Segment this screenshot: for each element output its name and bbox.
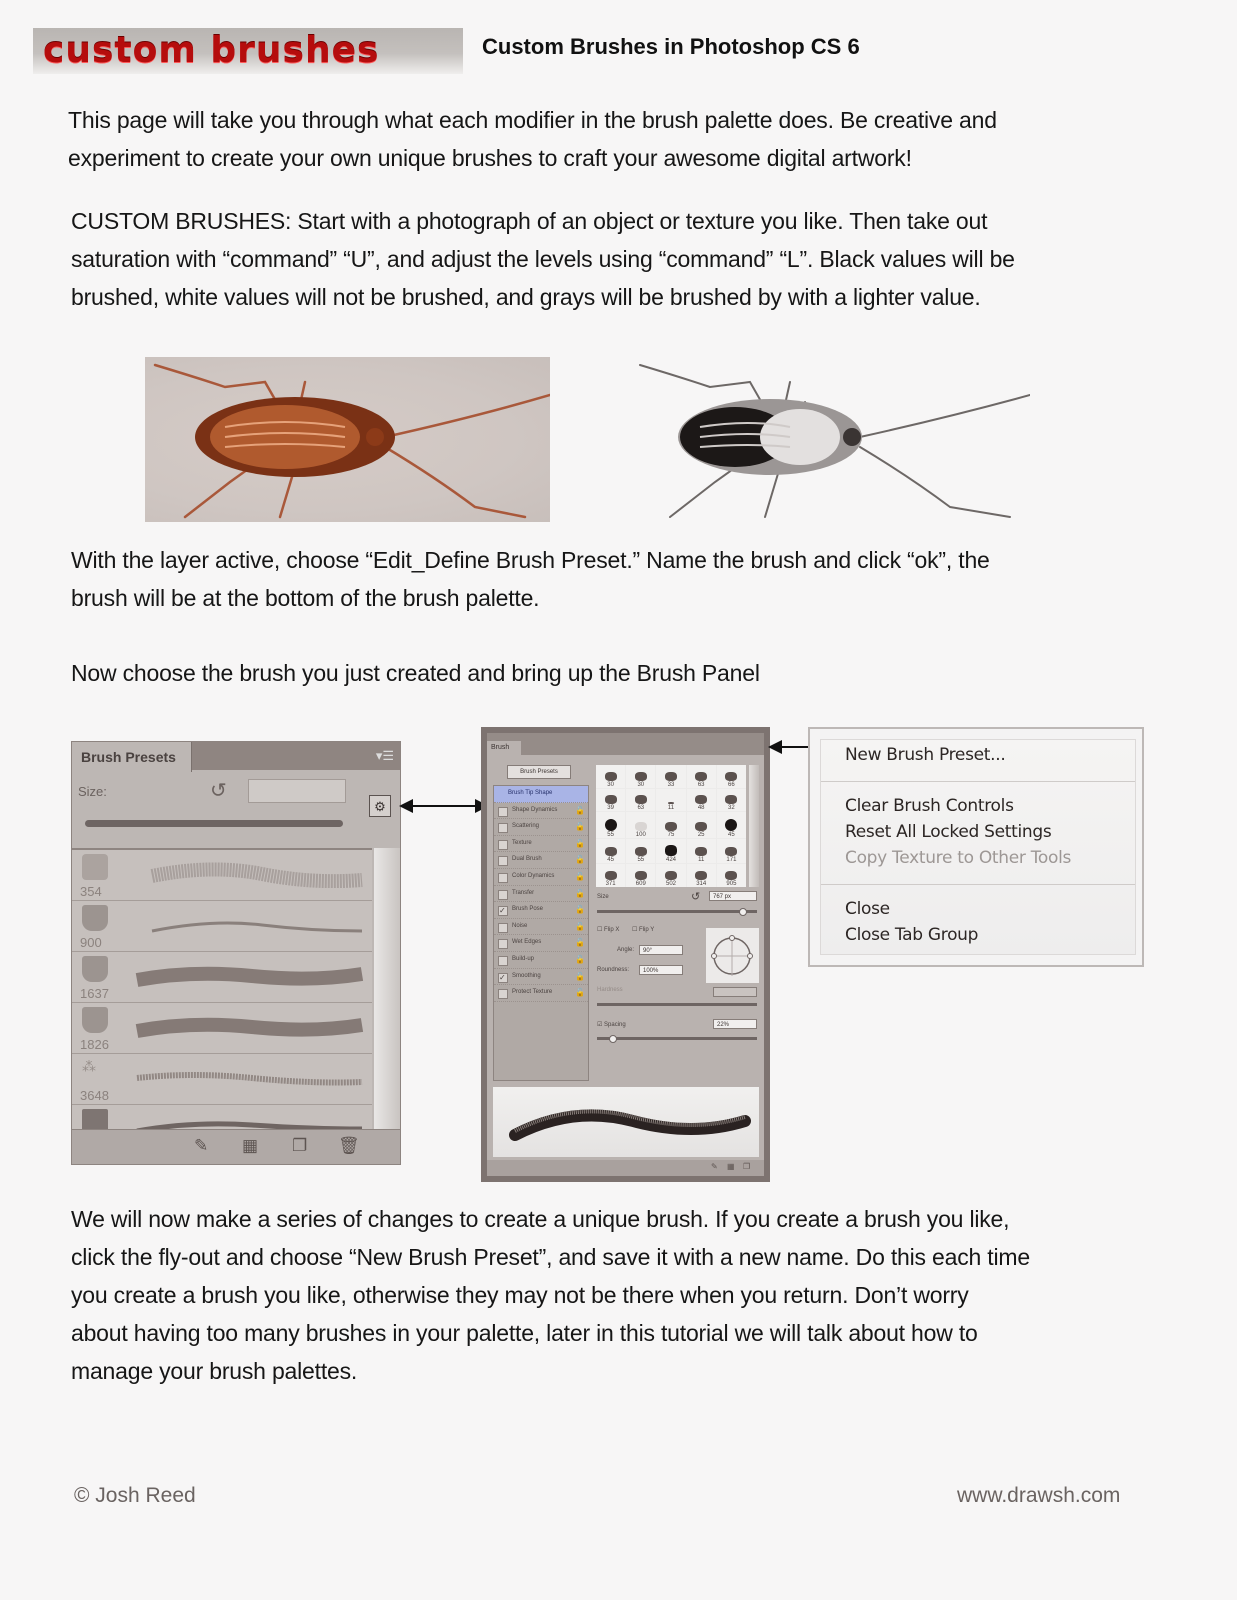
custom-brushes-paragraph (71, 202, 1171, 316)
trash-icon[interactable]: 🗑 (338, 1136, 360, 1155)
lock-icon[interactable]: 🔓 (575, 921, 585, 931)
reset-size-icon[interactable]: ↺ (210, 780, 227, 802)
option-dual-brush[interactable] (494, 852, 588, 869)
brush-tip[interactable]: 39 (596, 789, 625, 812)
option-brush-tip-shape[interactable] (494, 786, 588, 803)
brush-tip-thumbnail (82, 905, 108, 931)
brush-tip-grid (596, 765, 746, 887)
copyright: © Josh Reed (74, 1484, 196, 1507)
menu-item-close-tab-group[interactable]: Close Tab Group (845, 925, 979, 945)
lock-icon[interactable]: 🔓 (575, 855, 585, 865)
brush-tip[interactable]: 424 (656, 839, 685, 864)
define-preset-line: brush will be at the bottom of the brush palette. (71, 585, 540, 611)
option-label: Smoothing (512, 972, 541, 979)
brush-tip[interactable]: 609 (626, 864, 655, 887)
brush-tip-thumbnail (82, 1007, 108, 1033)
option-color-dynamics[interactable] (494, 869, 588, 886)
menu-separator (821, 884, 1135, 885)
angle-input[interactable]: 90° (639, 945, 683, 955)
size-slider-knob[interactable] (739, 908, 747, 916)
brush-tip[interactable]: 75 (656, 812, 685, 838)
size-input[interactable] (248, 779, 346, 803)
menu-item-reset-locked-settings[interactable]: Reset All Locked Settings (845, 822, 1052, 842)
custom-brushes-logo (33, 28, 463, 74)
brush-tip[interactable]: 371 (596, 864, 625, 887)
menu-item-copy-texture: Copy Texture to Other Tools (845, 848, 1072, 868)
option-label: Dual Brush (512, 856, 542, 863)
brush-tip[interactable]: 11 (656, 789, 685, 812)
reset-size-icon[interactable]: ↺ (691, 891, 701, 903)
brush-size: 1637 (80, 986, 109, 1001)
brush-tip[interactable]: 63 (626, 789, 655, 812)
option-brush-pose[interactable] (494, 902, 588, 919)
option-label: Brush Tip Shape (508, 790, 553, 796)
option-transfer[interactable] (494, 886, 588, 903)
brush-panel-flyout-menu (808, 727, 1144, 967)
brush-tip[interactable]: 45 (717, 812, 746, 838)
brush-stroke-preview (132, 1015, 367, 1041)
intro-line: This page will take you through what each modifier in the brush palette does. Be creative and (68, 107, 997, 133)
tab-brush-presets[interactable]: Brush Presets (72, 742, 192, 772)
checkbox-checked[interactable]: ✓ (498, 906, 508, 916)
option-shape-dynamics[interactable] (494, 803, 588, 820)
hardness-slider[interactable] (597, 1003, 757, 1006)
checkbox[interactable] (498, 939, 508, 949)
website-link[interactable]: www.drawsh.com (957, 1484, 1121, 1507)
option-smoothing[interactable] (494, 969, 588, 986)
custom-brushes-line: brushed, white values will not be brushed, and grays will be brushed by with a lighter value. (71, 284, 981, 310)
size-slider[interactable] (85, 820, 343, 827)
brush-size: 3648 (80, 1088, 109, 1103)
preset-list-scrollbar[interactable] (374, 848, 400, 1130)
option-label: Scattering (512, 823, 540, 830)
spacing-checkbox[interactable]: ☑ Spacing (597, 1022, 626, 1028)
lock-icon[interactable]: 🔓 (575, 871, 585, 881)
menu-item-clear-brush-controls[interactable]: Clear Brush Controls (845, 796, 1014, 816)
option-label: Texture (512, 839, 532, 846)
brush-panel (481, 727, 770, 1182)
size-label: Size: (78, 784, 107, 799)
lock-icon[interactable]: 🔓 (575, 905, 585, 915)
option-wet-edges[interactable] (494, 935, 588, 952)
size-slider[interactable] (597, 910, 757, 913)
brush-size: 1826 (80, 1037, 109, 1052)
closing-line: about having too many brushes in your palette, later in this tutorial we will talk about how to (71, 1320, 978, 1346)
brush-panel-tabbar (487, 733, 764, 755)
brush-tip-thumbnail (82, 854, 108, 880)
spacing-slider[interactable] (597, 1037, 757, 1040)
define-preset-line: With the layer active, choose “Edit_Define Brush Preset.” Name the brush and click “ok”, the (71, 547, 990, 573)
brush-tip[interactable]: 30 (596, 765, 625, 788)
lock-icon[interactable]: 🔓 (575, 822, 585, 832)
cockroach-desaturated-photo (630, 357, 1030, 522)
brush-panel-toolbar (487, 1160, 764, 1176)
roundness-label: Roundness: (597, 967, 630, 973)
checkbox[interactable] (498, 856, 508, 866)
lock-icon[interactable]: 🔓 (575, 888, 585, 898)
lock-icon[interactable]: 🔓 (575, 954, 585, 964)
brush-tip-thumbnail (82, 956, 108, 982)
grid-icon[interactable]: ▦ (727, 1162, 735, 1171)
cockroach-color-photo (145, 357, 550, 522)
brush-tip[interactable]: 171 (717, 839, 746, 864)
option-protect-texture[interactable] (494, 985, 588, 1002)
brush-tip[interactable]: 55 (626, 839, 655, 864)
lock-icon[interactable]: 🔓 (575, 988, 585, 998)
tab-brush[interactable]: Brush (487, 741, 521, 755)
brush-tip[interactable]: 25 (687, 812, 716, 838)
intro-paragraph (68, 101, 1168, 177)
brush-stroke-preview (132, 913, 367, 939)
option-label: Shape Dynamics (512, 806, 558, 813)
checkbox[interactable] (498, 823, 508, 833)
brush-panel-intro-line: Now choose the brush you just created and bring up the Brush Panel (71, 660, 760, 686)
option-label: Protect Texture (512, 989, 553, 996)
closing-line: you create a brush you like, otherwise they may not be there when you return. Don’t worry (71, 1282, 969, 1308)
new-preset-icon[interactable]: ❐ (743, 1162, 751, 1171)
checkbox[interactable] (498, 807, 508, 817)
brush-tip[interactable]: 905 (717, 864, 746, 887)
checkbox[interactable] (498, 923, 508, 933)
flip-x-checkbox[interactable]: ☐ Flip X (597, 927, 620, 933)
brush-preset-item[interactable] (72, 952, 372, 1003)
closing-line: click the fly-out and choose “New Brush Preset”, and save it with a new name. Do this each time (71, 1244, 1030, 1270)
checkbox[interactable] (498, 840, 508, 850)
option-label: Build-up (512, 955, 535, 962)
brush-tip[interactable]: 11 (687, 839, 716, 864)
option-label: Noise (512, 922, 528, 929)
brush-tip[interactable]: 48 (687, 789, 716, 812)
brush-tip[interactable]: 100 (626, 812, 655, 838)
brush-preset-item[interactable] (72, 1054, 372, 1105)
brush-tip[interactable]: 30 (626, 765, 655, 788)
checkbox[interactable] (498, 873, 508, 883)
brush-tip-thumbnail: ⁂ (82, 1058, 96, 1074)
brush-tip[interactable]: 314 (687, 864, 716, 887)
brush-preset-item[interactable] (72, 850, 372, 901)
option-build-up[interactable] (494, 952, 588, 969)
brush-presets-toolbar (72, 1129, 400, 1164)
brush-presets-panel (71, 741, 401, 1165)
define-preset-paragraph (71, 541, 1171, 617)
roundness-input[interactable]: 100% (639, 965, 683, 975)
brush-tip[interactable]: 32 (717, 789, 746, 812)
lock-icon[interactable]: 🔓 (575, 805, 585, 815)
option-label: Wet Edges (512, 939, 542, 946)
closing-line: manage your brush palettes. (71, 1358, 358, 1384)
brush-preset-item[interactable] (72, 1003, 372, 1054)
angle-label: Angle: (617, 947, 635, 953)
spacing-slider-knob[interactable] (609, 1035, 617, 1043)
checkbox[interactable] (498, 956, 508, 966)
brush-tip[interactable]: 55 (596, 812, 625, 838)
option-noise[interactable] (494, 919, 588, 936)
brush-tip[interactable]: 45 (596, 839, 625, 864)
option-texture[interactable] (494, 836, 588, 853)
brush-preset-item[interactable] (72, 1105, 372, 1132)
closing-line: We will now make a series of changes to create a unique brush. If you create a brush you like, (71, 1206, 1010, 1232)
menu-item-new-brush-preset[interactable]: New Brush Preset... (845, 745, 1006, 765)
flip-y-checkbox[interactable]: ☐ Flip Y (632, 927, 655, 933)
lock-icon[interactable]: 🔓 (575, 971, 585, 981)
checkbox[interactable] (498, 890, 508, 900)
brush-stroke-preview (132, 964, 367, 990)
hardness-label: Hardness (597, 987, 623, 993)
brush-presets-button[interactable]: Brush Presets (507, 765, 571, 779)
lock-icon[interactable]: 🔓 (575, 938, 585, 948)
checkbox-checked[interactable]: ✓ (498, 973, 508, 983)
logo-text: custom brushes (43, 30, 380, 71)
brush-preset-list (72, 848, 372, 1132)
brush-options-list (493, 785, 589, 1081)
custom-brushes-line: CUSTOM BRUSHES: Start with a photograph of an object or texture you like. Then take out (71, 208, 988, 234)
brush-tip[interactable]: 66 (717, 765, 746, 788)
brush-stroke-preview (493, 1087, 759, 1157)
brush-tip[interactable]: 63 (687, 765, 716, 788)
brush-stroke-preview (132, 862, 367, 888)
custom-brushes-line: saturation with “command” “U”, and adjust the levels using “command” “L”. Black values will be (71, 246, 1015, 272)
brush-size: 900 (80, 935, 102, 950)
checkbox[interactable] (498, 989, 508, 999)
panel-menu-icon[interactable]: ▾☰ (375, 748, 394, 763)
toggle-presets-icon[interactable]: ✎ (711, 1162, 718, 1171)
brush-panel-intro (71, 654, 1171, 692)
menu-separator (821, 781, 1135, 782)
size-label: Size (597, 894, 609, 900)
brush-tip[interactable]: 502 (656, 864, 685, 887)
option-label: Color Dynamics (512, 872, 555, 879)
double-arrow-icon (401, 805, 487, 807)
brush-stroke-preview (132, 1066, 367, 1092)
hardness-input[interactable] (713, 987, 757, 997)
brush-panel-toggle-icon[interactable]: ⚙ (369, 795, 391, 817)
brush-preset-item[interactable] (72, 901, 372, 952)
brush-tip[interactable]: 33 (656, 765, 685, 788)
option-label: Transfer (512, 889, 535, 896)
tip-grid-scrollbar[interactable] (749, 765, 759, 887)
lock-icon[interactable]: 🔓 (575, 838, 585, 848)
brush-size: 354 (80, 884, 102, 899)
option-label: Brush Pose (512, 906, 544, 913)
new-preset-icon[interactable]: ❐ (292, 1136, 308, 1155)
menu-item-close[interactable]: Close (845, 899, 890, 919)
grid-view-icon[interactable]: ▦ (242, 1136, 259, 1155)
toggle-brush-panel-icon[interactable]: ✎ (194, 1136, 209, 1155)
page-title: Custom Brushes in Photoshop CS 6 (482, 34, 860, 59)
angle-roundness-widget[interactable] (706, 928, 759, 983)
option-scattering[interactable] (494, 819, 588, 836)
spacing-input[interactable]: 22% (713, 1019, 757, 1029)
closing-paragraph (71, 1200, 1181, 1390)
size-input[interactable]: 767 px (709, 891, 757, 901)
intro-line: experiment to create your own unique brushes to craft your awesome digital artwork! (68, 145, 912, 171)
